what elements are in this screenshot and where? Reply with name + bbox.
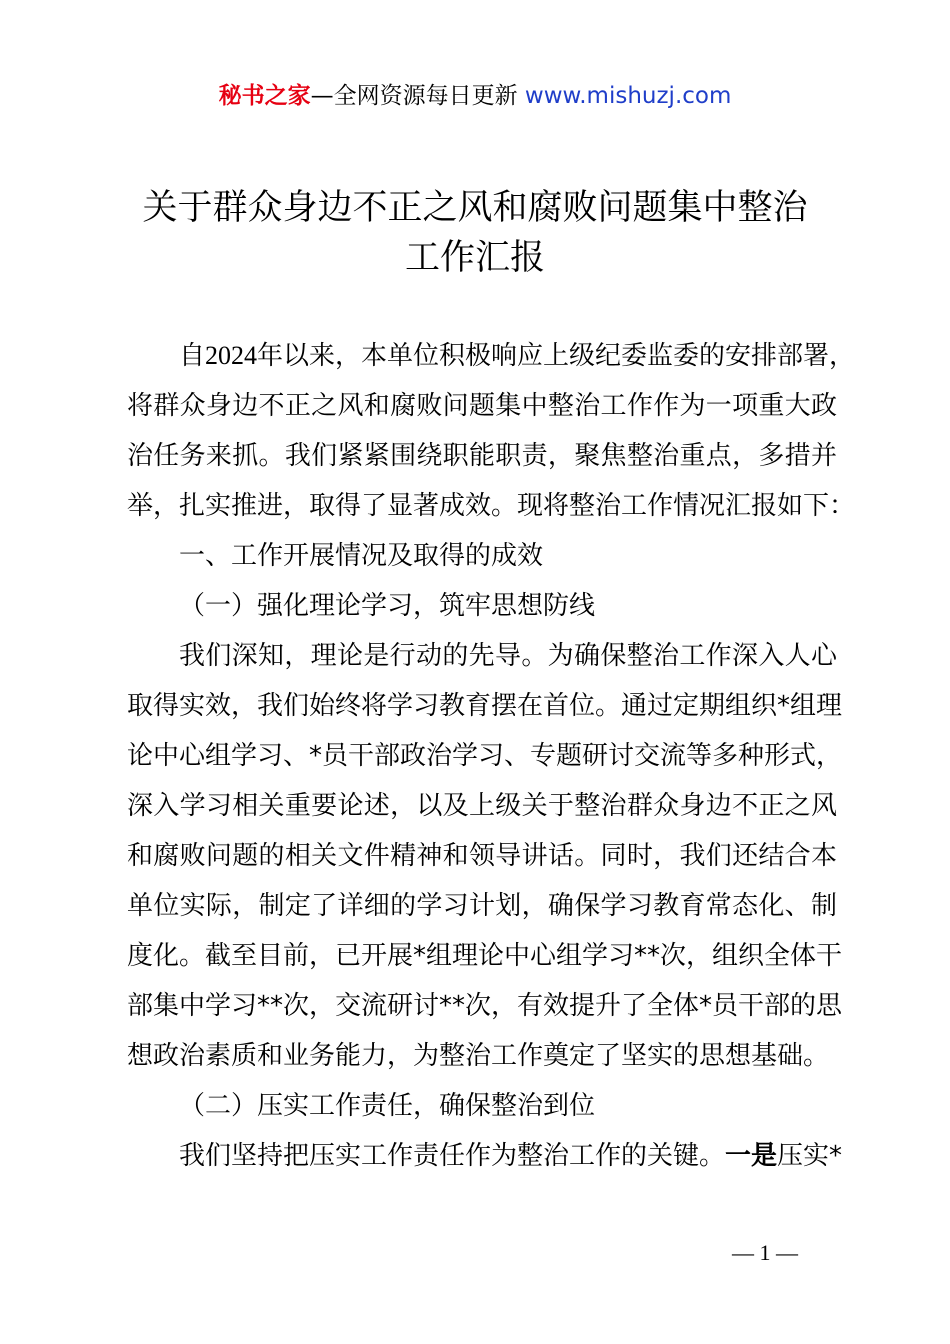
paragraph-intro [127,331,856,531]
paragraph-line: 举，扎实推进，取得了显著成效。现将整治工作情况汇报如下： [127,491,856,521]
text-fragment: 年以来，本单位积极响应上级纪委监委的安排部署， [257,341,856,371]
site-url[interactable]: www.mishuzj.com [524,83,732,109]
site-header [0,80,950,112]
text-fragment: 压实* [777,1141,843,1171]
paragraph-line [127,331,856,381]
text-fragment: 我们坚持把压实工作责任作为整治工作的关键。 [179,1141,726,1171]
document-title-line-1: 关于群众身边不正之风和腐败问题集中整治 [142,188,808,228]
paragraph-line: 治任务来抓。我们紧紧围绕职能职责，聚焦整治重点，多措并 [127,441,837,471]
paragraph-line: 取得实效，我们始终将学习教育摆在首位。通过定期组织*组理 [127,691,843,721]
paragraph-theory-study [127,631,843,1081]
paragraph-line: 部集中学习**次，交流研讨**次，有效提升了全体*员干部的思 [127,991,843,1021]
document-body [127,331,856,1181]
subsection-heading-1: （一）强化理论学习，筑牢思想防线 [179,591,596,621]
paragraph-line: 和腐败问题的相关文件精神和领导讲话。同时，我们还结合本 [127,841,837,871]
section-heading-1: 一、工作开展情况及取得的成效 [179,541,544,571]
paragraph-line: 深入学习相关重要论述，以及上级关于整治群众身边不正之风 [127,791,837,821]
text-fragment: 自 [179,341,206,371]
document-title [0,183,950,283]
year-number: 2024 [205,341,258,370]
paragraph-line: 想政治素质和业务能力，为整治工作奠定了坚实的思想基础。 [127,1041,830,1071]
subsection-heading-2: （二）压实工作责任，确保整治到位 [179,1091,596,1121]
paragraph-line: 单位实际，制定了详细的学习计划，确保学习教育常态化、制 [127,891,837,921]
document-title-line-2: 工作汇报 [404,238,545,278]
paragraph-line: 度化。截至目前，已开展*组理论中心组学习**次，组织全体干 [127,941,843,971]
paragraph-line [127,1131,843,1181]
page-number: — 1 — [732,1240,798,1265]
paragraph-line: 我们深知，理论是行动的先导。为确保整治工作深入人心 [179,641,837,671]
site-tagline: —全网资源每日更新 [310,83,525,109]
paragraph-line: 将群众身边不正之风和腐败问题集中整治工作作为一项重大政 [127,391,837,421]
site-brand: 秘书之家 [218,83,311,109]
paragraph-line: 论中心组学习、*员干部政治学习、专题研讨交流等多种形式， [127,741,843,771]
bold-marker: 一是 [725,1141,778,1171]
paragraph-responsibility [127,1131,843,1181]
